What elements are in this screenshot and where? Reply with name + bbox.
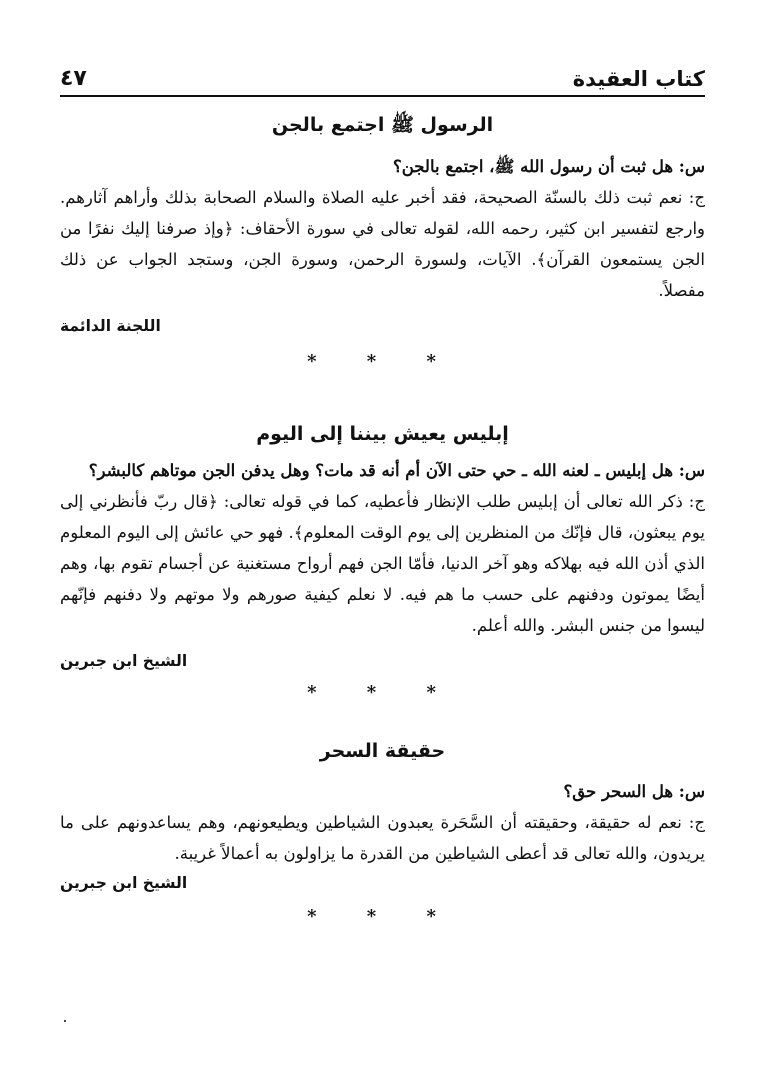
question-text: س: هل ثبت أن رسول الله ﷺ، اجتمع بالجن؟ xyxy=(392,157,705,176)
section-separator: * * * xyxy=(307,906,458,927)
answer-source: الشيخ ابن جبرين xyxy=(60,652,188,670)
section-title: الرسول ﷺ اجتمع بالجن xyxy=(271,114,494,136)
answer-text: ج: نعم له حقيقة، وحقيقته أن السَّحَرة يعبدون الشياطين ويطيعونهم، وهم يساعدونهم على ما يريدون، والله تعالى قد أعطى الشياطين من القدرة ما يزاولون به أعمالاً غريبة. xyxy=(60,813,705,863)
book-title: كتاب العقيدة xyxy=(572,67,705,91)
answer-text: ج: نعم ثبت ذلك بالسنّة الصحيحة، فقد أخبر عليه الصلاة والسلام الصحابة بذلك وأراهم آثارهم. وارجع لتفسير ابن كثير، رحمه الله، لقوله تعالى في سورة الأحقاف: ﴿وإذ صرفنا إليك نفرًا من الجن يستمعون القرآن﴾. الآيات، ولسورة الرحمن، وسورة الجن، وستجد الجواب عن ذلك مفصلاً. xyxy=(60,188,705,300)
section-separator: * * * xyxy=(307,682,458,703)
answer-text: ج: ذكر الله تعالى أن إبليس طلب الإنظار فأعطيه، كما في قوله تعالى: ﴿قال ربّ فأنظرني إلى يوم يبعثون، قال فإنّك من المنظرين إلى يوم الوقت المعلوم﴾. فهو حي عائش إلى اليوم المعلوم الذي أذن الله فيه بهلاكه وهو آخر الدنيا، فأمّا الجن فهم أرواح مستغنية عن أجسام تقوم بها، وهم أيضًا يموتون ودفنهم على حسب ما هم فيه. لا نعلم كيفية صورهم ولا موتهم ولا دفنهم فإنّهم ليسوا من جنس البشر. والله أعلم. xyxy=(60,492,705,635)
section-magic xyxy=(60,740,705,931)
section-jinn-meeting xyxy=(60,113,705,376)
section-separator: * * * xyxy=(307,351,458,372)
section-iblis xyxy=(60,423,705,707)
running-header xyxy=(60,55,705,97)
answer-source: الشيخ ابن جبرين xyxy=(60,874,188,892)
question-text: س: هل إبليس ـ لعنه الله ـ حي حتى الآن أم أنه قد مات؟ وهل يدفن الجن موتاهم كالبشر؟ xyxy=(88,461,705,480)
book-page xyxy=(60,55,705,927)
section-title: حقيقة السحر xyxy=(319,740,446,762)
section-title: إبليس يعيش بيننا إلى اليوم xyxy=(256,423,509,445)
scan-speck xyxy=(64,1020,66,1022)
answer-source: اللجنة الدائمة xyxy=(60,317,161,335)
question-text: س: هل السحر حق؟ xyxy=(563,782,705,801)
page-number: ٤٧ xyxy=(60,66,87,91)
